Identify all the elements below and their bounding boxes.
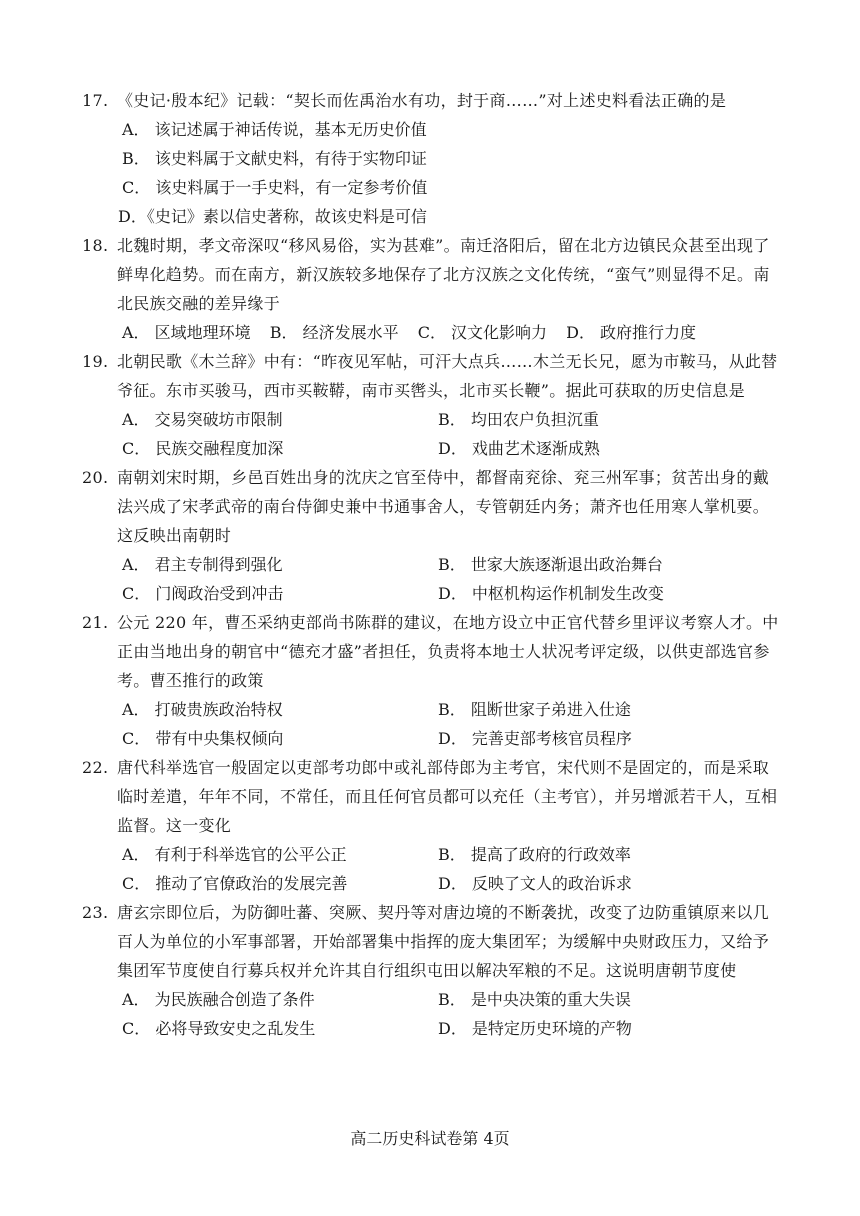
question-22 xyxy=(82,753,782,898)
question-stem xyxy=(82,347,782,405)
page-footer: 高二历史科试卷第 4页 xyxy=(350,1129,510,1148)
option-c: C． 带有中央集权倾向 xyxy=(122,729,284,748)
options xyxy=(82,985,782,1043)
option-b: B． 提高了政府的行政效率 xyxy=(438,845,631,864)
question-number: 22. xyxy=(82,758,109,777)
option-a: A． 君主专制得到强化 xyxy=(122,555,283,574)
options xyxy=(82,318,782,347)
question-19 xyxy=(82,347,782,463)
option-d: D． 戏曲艺术逐渐成熟 xyxy=(438,439,600,458)
option-c: C． 推动了官僚政治的发展完善 xyxy=(122,874,348,893)
question-stem xyxy=(82,608,782,695)
question-number: 18. xyxy=(82,236,109,255)
option-b: B． 经济发展水平 xyxy=(269,323,399,342)
option-c: C． 门阀政治受到冲击 xyxy=(122,584,284,603)
option-b: B． 该史料属于文献史料，有待于实物印证 xyxy=(122,149,427,168)
option-b: B． 均田农户负担沉重 xyxy=(438,410,599,429)
options xyxy=(82,405,782,463)
question-text: 北魏时期，孝文帝深叹“移风易俗，实为甚难”。南迁洛阳后，留在北方边镇民众甚至出现了鲜卑化趋势。而在南方，新汉族较多地保存了北方汉族之文化传统，“蛮气”则显得不足。南北民族交融的差异缘于 xyxy=(117,236,770,313)
question-text: 唐玄宗即位后，为防御吐蕃、突厥、契丹等对唐边境的不断袭扰，改变了边防重镇原来以几百人为单位的小军事部署，开始部署集中指挥的庞大集团军；为缓解中央财政压力，又给予集团军节度使自行募兵权并允许其自行组织屯田以解决军粮的不足。这说明唐朝节度使 xyxy=(117,903,770,980)
question-number: 20. xyxy=(82,468,109,487)
option-b: B． 世家大族逐渐退出政治舞台 xyxy=(438,555,663,574)
option-d: D．《史记》素以信史著称，故该史料是可信 xyxy=(118,207,427,226)
question-20 xyxy=(82,463,782,608)
option-a: A． 区域地理环境 xyxy=(122,323,251,342)
question-number: 19. xyxy=(82,352,109,371)
option-a: A． 该记述属于神话传说，基本无历史价值 xyxy=(122,120,427,139)
option-d: D． 是特定历史环境的产物 xyxy=(438,1019,632,1038)
question-number: 21. xyxy=(82,613,109,632)
option-c: C． 该史料属于一手史料，有一定参考价值 xyxy=(122,178,428,197)
question-stem xyxy=(82,463,782,550)
question-stem xyxy=(82,898,782,985)
question-stem xyxy=(82,86,782,115)
question-stem xyxy=(82,231,782,318)
question-text: 《史记·殷本纪》记载：“契长而佐禹治水有功，封于商……”对上述史料看法正确的是 xyxy=(117,91,727,110)
options xyxy=(82,840,782,898)
question-23 xyxy=(82,898,782,1043)
question-text: 唐代科举选官一般固定以吏部考功郎中或礼部侍郎为主考官，宋代则不是固定的，而是采取临时差遣，年年不同，不常任，而且任何官员都可以充任（主考官），并另增派若干人，互相监督。这一变化 xyxy=(117,758,778,835)
option-b: B． 阻断世家子弟进入仕途 xyxy=(438,700,631,719)
option-a: A． 交易突破坊市限制 xyxy=(122,410,283,429)
question-text: 南朝刘宋时期，乡邑百姓出身的沈庆之官至侍中，都督南兖徐、兖三州军事；贫苦出身的戴法兴成了宋孝武帝的南台侍御史兼中书通事舍人，专管朝廷内务；萧齐也任用寒人掌机要。这反映出南朝时 xyxy=(117,468,770,545)
option-c: C． 民族交融程度加深 xyxy=(122,439,284,458)
question-18 xyxy=(82,231,782,347)
option-b: B． 是中央决策的重大失误 xyxy=(438,990,631,1009)
question-list xyxy=(82,86,782,1043)
question-number: 23. xyxy=(82,903,109,922)
question-text: 北朝民歌《木兰辞》中有：“昨夜见军帖，可汗大点兵……木兰无长兄，愿为市鞍马，从此替爷征。东市买骏马，西市买鞍鞯，南市买辔头，北市买长鞭”。据此可获取的历史信息是 xyxy=(117,352,778,400)
option-a: A． 打破贵族政治特权 xyxy=(122,700,283,719)
option-d: D． 政府推行力度 xyxy=(566,323,697,342)
question-21 xyxy=(82,608,782,753)
option-c: C． 必将导致安史之乱发生 xyxy=(122,1019,316,1038)
option-d: D． 中枢机构运作机制发生改变 xyxy=(438,584,664,603)
option-a: A． 为民族融合创造了条件 xyxy=(122,990,315,1009)
question-stem xyxy=(82,753,782,840)
options xyxy=(82,550,782,608)
option-d: D． 完善吏部考核官员程序 xyxy=(438,729,632,748)
option-c: C． 汉文化影响力 xyxy=(417,323,548,342)
question-17 xyxy=(82,86,782,231)
options xyxy=(82,695,782,753)
question-number: 17. xyxy=(82,91,109,110)
option-d: D． 反映了文人的政治诉求 xyxy=(438,874,632,893)
question-text: 公元 220 年，曹丕采纳吏部尚书陈群的建议，在地方设立中正官代替乡里评议考察人才。中正由当地出身的朝官中“德充才盛”者担任，负责将本地士人状况考评定级，以供吏部选官参考。曹丕推行的政策 xyxy=(117,613,779,690)
option-a: A． 有利于科举选官的公平公正 xyxy=(122,845,347,864)
options xyxy=(82,115,782,231)
